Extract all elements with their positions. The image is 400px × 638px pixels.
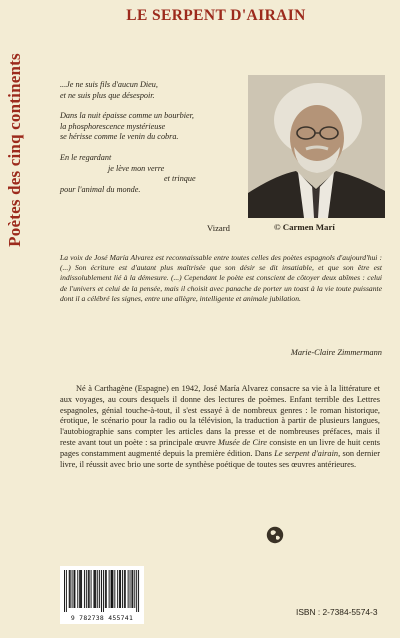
poem-line: je lève mon verre — [108, 163, 165, 173]
barcode-bar — [117, 570, 118, 608]
barcode-bar — [128, 570, 129, 608]
barcode-bar — [64, 570, 65, 612]
barcode-bar — [93, 570, 94, 608]
barcode-bar — [138, 570, 139, 612]
isbn: ISBN : 2-7384-5574-3 — [296, 607, 378, 617]
author-portrait-illustration — [248, 75, 385, 218]
poem-line: et trinque — [164, 174, 196, 184]
poem-line: et ne suis plus que désespoir. — [60, 90, 155, 100]
barcode-bar — [112, 570, 113, 608]
barcode-bar — [89, 570, 90, 608]
publisher-logo — [266, 526, 284, 544]
poem-line: pour l'animal du monde. — [60, 184, 141, 194]
bio-text: , son dernier livre, il réussit avec brio une sorte de synthèse poétique de toutes ses œuvres antérieures. — [60, 448, 381, 469]
barcode-bar — [81, 570, 82, 608]
barcode-bar — [125, 570, 126, 608]
poem-line: Dans la nuit épaisse comme un bourbier, — [60, 111, 194, 121]
barcode-bar — [105, 570, 106, 608]
barcode-bar — [69, 570, 70, 608]
poem-line: ...Je ne suis fils d'aucun Dieu, — [60, 80, 158, 89]
poem-author: Vizard — [207, 223, 230, 233]
barcode-bar — [97, 570, 98, 608]
collection-name-vertical — [2, 25, 28, 275]
poem-stanza — [60, 111, 245, 143]
bio-text: Né à Carthagène (Espagne) en 1942, José María Alvarez consacre sa vie à la littérature et aux voyages, au cours desquels il donne des lectures de poèmes. Enfant terrible des Lettres espagnoles, génial touche-à-tout, il s'est essayé à de nombreux genres : le roman historique, érotique, le scénario pour la radio ou la télévision, la traduction à partir de plusieurs langues, l'autobiographie sans compter les articles dans la presse et de nombreuses préfaces, mais il reste avant tout un poète : sa principale œuvre — [60, 384, 380, 447]
barcode-bar — [112, 570, 113, 608]
work-title: Le serpent d'airain — [274, 448, 339, 458]
barcode-bars — [60, 566, 144, 614]
barcode-bar — [70, 570, 71, 608]
barcode-bar — [122, 570, 123, 608]
poem-excerpt — [60, 80, 245, 205]
barcode-bar — [124, 570, 125, 608]
author-biography — [60, 384, 380, 470]
barcode-bar — [88, 570, 89, 608]
critique-author: Marie-Claire Zimmermann — [290, 348, 382, 357]
barcode-bar — [136, 570, 137, 612]
poem-line: se hérisse comme le venin du cobra. — [60, 132, 179, 142]
author-photo — [248, 75, 385, 218]
poem-stanza — [60, 80, 245, 101]
barcode-digits: 9 782738 455741 — [70, 614, 134, 622]
work-title: Musée de Cire — [218, 437, 267, 447]
photo-credit: © Carmen Marí — [274, 222, 335, 232]
barcode-bar — [132, 570, 133, 608]
barcode — [60, 566, 144, 624]
barcode-bar — [72, 570, 73, 608]
bio-text: consiste en un livre de huit cents pages constamment augmenté depuis la première édition. Dans — [60, 437, 380, 458]
poem-stanza — [60, 153, 245, 195]
barcode-bar — [91, 570, 92, 608]
barcode-bar — [120, 570, 121, 608]
barcode-bar — [131, 570, 132, 608]
barcode-bar — [80, 570, 81, 608]
barcode-bar — [74, 570, 75, 608]
barcode-bar — [101, 570, 102, 612]
barcode-bar — [84, 570, 85, 608]
poem-line: En le regardant — [60, 152, 112, 162]
barcode-bar — [79, 570, 80, 608]
barcode-bar — [106, 570, 107, 608]
book-title: LE SERPENT D'AIRAIN — [126, 7, 306, 24]
globe-icon — [266, 526, 284, 544]
barcode-bar — [74, 570, 75, 608]
barcode-bar — [111, 570, 112, 608]
barcode-bar — [114, 570, 115, 608]
collection-name: Poètes des cinq continents — [5, 53, 24, 247]
barcode-bar — [130, 570, 131, 608]
barcode-bar — [66, 570, 67, 612]
barcode-bar — [103, 570, 104, 612]
barcode-bar — [95, 570, 96, 608]
barcode-bar — [109, 570, 110, 608]
poem-line: la phosphorescence mystérieuse — [60, 121, 166, 131]
barcode-bar — [99, 570, 100, 608]
critique-quote: La voix de José María Alvarez est reconnaissable entre toutes celles des poètes espagnols d'aujourd'hui : (...) Son écriture est d'autant plus maîtrisée que son désir se dit insatiable, et que son être est indissolublement lié à la démesure. (...) Cependant le poète est conscient de côtoyer deux abîmes : celui de l'univers et celui de la pensée, mais il choisit avec panache de porter un toast à la vie toute puissante dont il a célébré les signes, entre une allègre, intelligente et animale jubilation. — [60, 253, 382, 303]
barcode-bar — [86, 570, 87, 608]
barcode-bar — [77, 570, 78, 608]
barcode-bar — [134, 570, 135, 608]
barcode-bar — [94, 570, 95, 608]
barcode-bar — [119, 570, 120, 608]
